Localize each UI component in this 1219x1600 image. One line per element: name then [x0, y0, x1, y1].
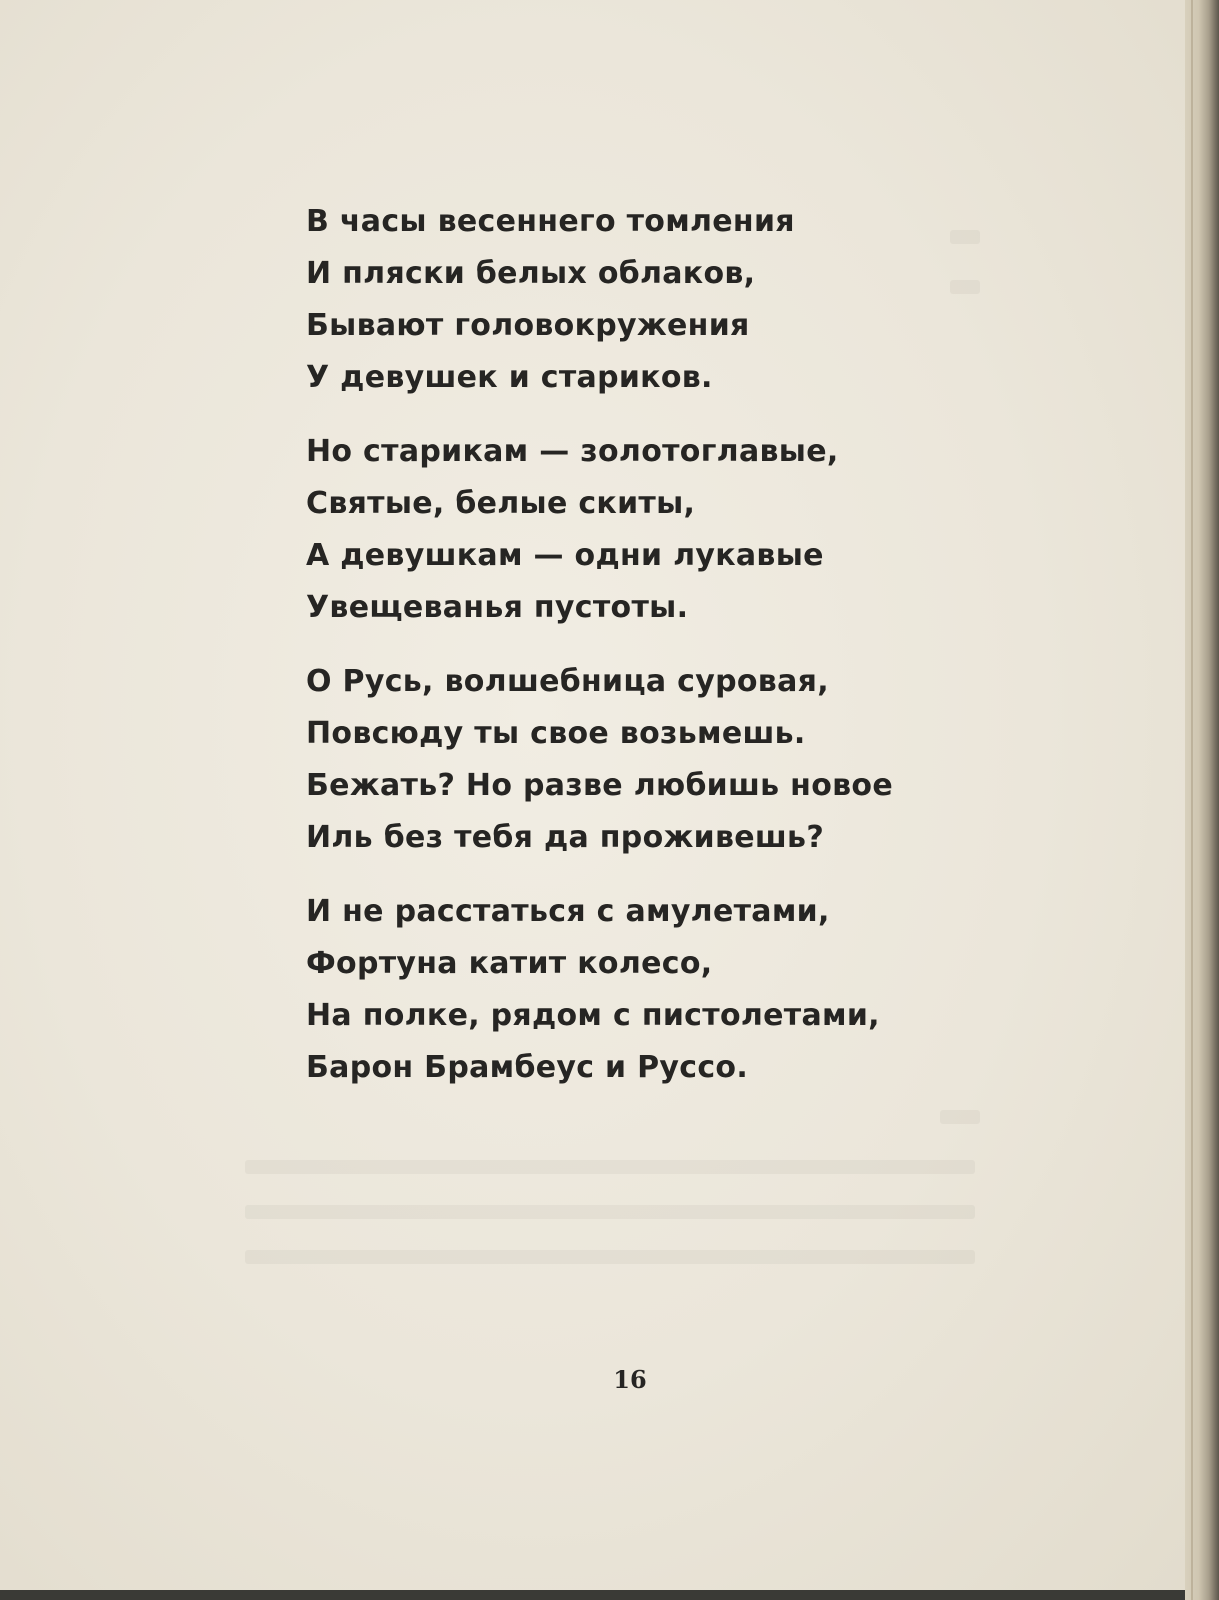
book-spine-edge	[1185, 0, 1219, 1600]
poem	[306, 196, 1006, 1116]
poem-line: Повсюду ты свое возьмешь.	[306, 716, 806, 751]
poem-line: На полке, рядом с пистолетами,	[306, 998, 880, 1033]
poem-line: О Русь, волшебница суровая,	[306, 664, 829, 699]
poem-line: У девушек и стариков.	[306, 360, 713, 395]
stanza	[306, 886, 1006, 1094]
poem-line: Бывают головокружения	[306, 308, 750, 343]
poem-line: А девушкам — одни лукавые	[306, 538, 824, 573]
page-number: 16	[613, 1365, 647, 1394]
poem-line: В часы весеннего томления	[306, 204, 795, 239]
poem-line: И не расстаться с амулетами,	[306, 894, 830, 929]
stanza	[306, 656, 1006, 864]
poem-line: Святые, белые скиты,	[306, 486, 696, 521]
stanza	[306, 196, 1006, 404]
poem-line: Барон Брамбеус и Руссо.	[306, 1050, 749, 1085]
poem-line: Но старикам — золотоглавые,	[306, 434, 839, 469]
poem-line: Бежать? Но разве любишь новое	[306, 768, 893, 803]
poem-line: Фортуна катит колесо,	[306, 946, 713, 981]
poem-line: Увещеванья пустоты.	[306, 590, 689, 625]
poem-line: Иль без тебя да проживешь?	[306, 820, 825, 855]
stanza	[306, 426, 1006, 634]
poem-line: И пляски белых облаков,	[306, 256, 756, 291]
